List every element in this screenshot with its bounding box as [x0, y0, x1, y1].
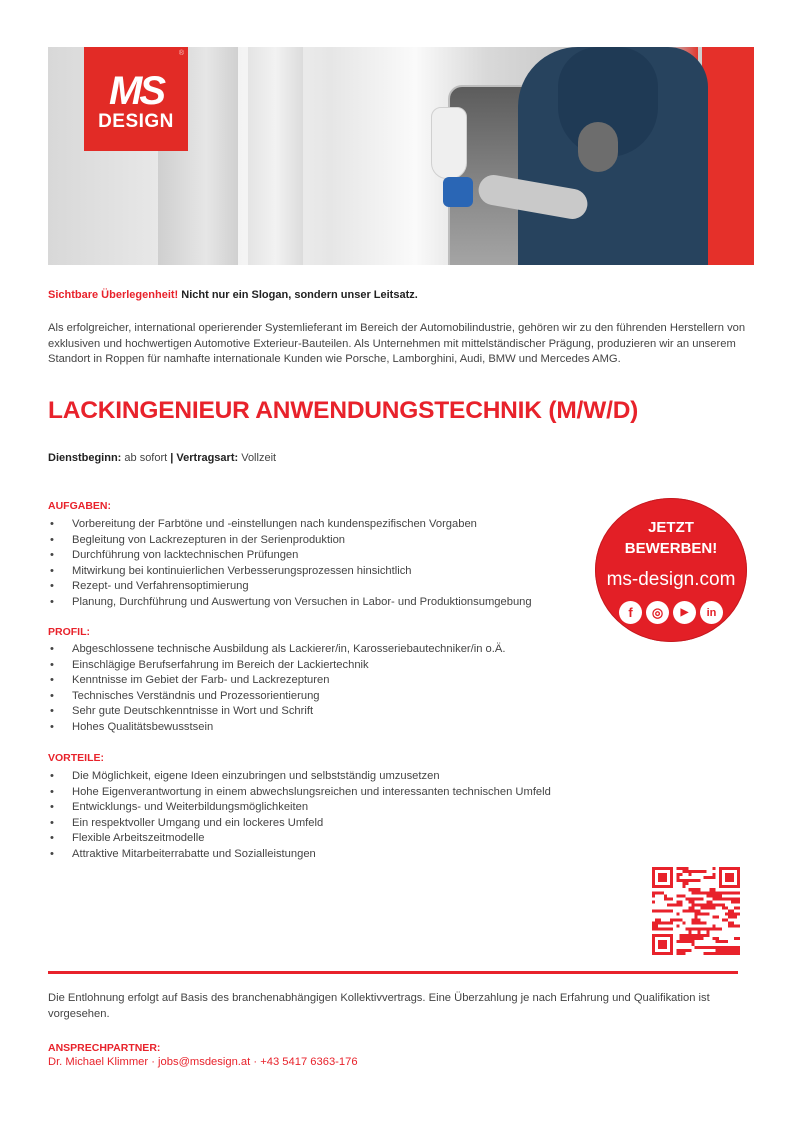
list-item: • Ein respektvoller Umgang und ein lockeres Umfeld [48, 816, 551, 832]
contact-separator: · [148, 1056, 159, 1068]
contact-name: Dr. Michael Klimmer [48, 1056, 149, 1068]
start-value: ab sofort [121, 452, 171, 464]
contact-line [48, 1056, 358, 1068]
list-item: • Flexible Arbeitszeitmodelle [48, 831, 551, 847]
salary-note: Die Entlohnung erfolgt auf Basis des branchenabhängigen Kollektivvertrags. Eine Überzahlung je nach Erfahrung und Qualifikation ist vorgesehen. [48, 992, 710, 1020]
meta-separator: | [170, 452, 174, 464]
contact-email-link[interactable]: jobs@msdesign.at [158, 1056, 251, 1068]
linkedin-icon[interactable]: in [700, 601, 723, 624]
profile-heading: PROFIL: [48, 626, 90, 638]
list-item: • Technisches Verständnis und Prozessorientierung [48, 689, 505, 705]
hero-respirator-mask [578, 122, 618, 172]
contact-separator: · [250, 1056, 261, 1068]
slogan-highlight: Sichtbare Überlegenheit! [48, 289, 179, 301]
contact-phone-link[interactable]: +43 5417 6363-176 [260, 1056, 358, 1068]
start-label: Dienstbeginn: [48, 452, 122, 464]
tasks-heading: AUFGABEN: [48, 500, 111, 512]
job-title: LACKINGENIEUR ANWENDUNGSTECHNIK (M/W/D) [48, 397, 639, 424]
qr-code[interactable] [652, 867, 740, 955]
logo-design: DESIGN [98, 111, 174, 132]
hero-spray-gun-cup [431, 107, 467, 179]
contract-value: Vollzeit [238, 452, 277, 464]
facebook-icon[interactable]: f [619, 601, 642, 624]
job-meta [48, 452, 276, 464]
slogan-rest: Nicht nur ein Slogan, sondern unser Leitsatz. [178, 289, 418, 301]
benefits-heading: VORTEILE: [48, 752, 105, 764]
list-item: • Attraktive Mitarbeiterrabatte und Sozialleistungen [48, 847, 551, 863]
list-item: • Kenntnisse im Gebiet der Farb- und Lackrezepturen [48, 673, 505, 689]
logo-ms: MS [109, 69, 163, 113]
registered-mark: ® [178, 50, 184, 57]
tasks-list [48, 517, 532, 610]
slogan [48, 289, 418, 301]
list-item: • Einschlägige Berufserfahrung im Bereich der Lackiertechnik [48, 658, 505, 674]
social-icons [595, 601, 747, 624]
profile-list [48, 642, 505, 735]
contract-label: Vertragsart: [173, 452, 239, 464]
apply-cta-line2: BEWERBEN! [624, 540, 718, 557]
website-link[interactable]: ms-design.com [606, 569, 736, 590]
apply-now-badge[interactable] [595, 498, 747, 642]
list-item: • Planung, Durchführung und Auswertung von Versuchen in Labor- und Produktionsumgebung [48, 595, 532, 611]
list-item: • Hohes Qualitätsbewusstsein [48, 720, 505, 736]
list-item: • Abgeschlossene technische Ausbildung als Lackierer/in, Karosseriebautechniker/in o.Ä. [48, 642, 505, 658]
list-item: • Sehr gute Deutschkenntnisse in Wort und Schrift [48, 704, 505, 720]
list-item: • Entwicklungs- und Weiterbildungsmöglichkeiten [48, 800, 551, 816]
list-item: • Die Möglichkeit, eigene Ideen einzubringen und selbstständig umzusetzen [48, 769, 551, 785]
company-intro: Als erfolgreicher, international operierender Systemlieferant im Bereich der Automobilindustrie, gehören wir zu den führenden Herstellern von exklusiven und hochwertigen Automotive Exterieur-Bauteilen. Als Unternehmen mit mittelständischer Prägung, produzieren wir an unserem Standort in Roppen für namhafte internationale Kunden wie Porsche, Lamborghini, Audi, BMW und Mercedes AMG. [48, 322, 746, 365]
hero-wall-panel [248, 47, 303, 265]
section-divider [48, 971, 738, 974]
benefits-list [48, 769, 551, 862]
youtube-icon[interactable]: ▶ [673, 601, 696, 624]
apply-cta-line1: JETZT [648, 519, 694, 536]
list-item: • Vorbereitung der Farbtöne und -einstellungen nach kundenspezifischen Vorgaben [48, 517, 532, 533]
hero-spray-gun [443, 177, 473, 207]
list-item: • Begleitung von Lackrezepturen in der Serienproduktion [48, 533, 532, 549]
company-logo [84, 47, 188, 151]
list-item: • Hohe Eigenverantwortung in einem abwechslungsreichen und interessanten technischen Umfeld [48, 785, 551, 801]
list-item: • Mitwirkung bei kontinuierlichen Verbesserungsprozessen hinsichtlich [48, 564, 532, 580]
list-item: • Rezept- und Verfahrensoptimierung [48, 579, 532, 595]
instagram-icon[interactable]: ◎ [646, 601, 669, 624]
contact-heading: ANSPRECHPARTNER: [48, 1042, 161, 1054]
list-item: • Durchführung von lacktechnischen Prüfungen [48, 548, 532, 564]
